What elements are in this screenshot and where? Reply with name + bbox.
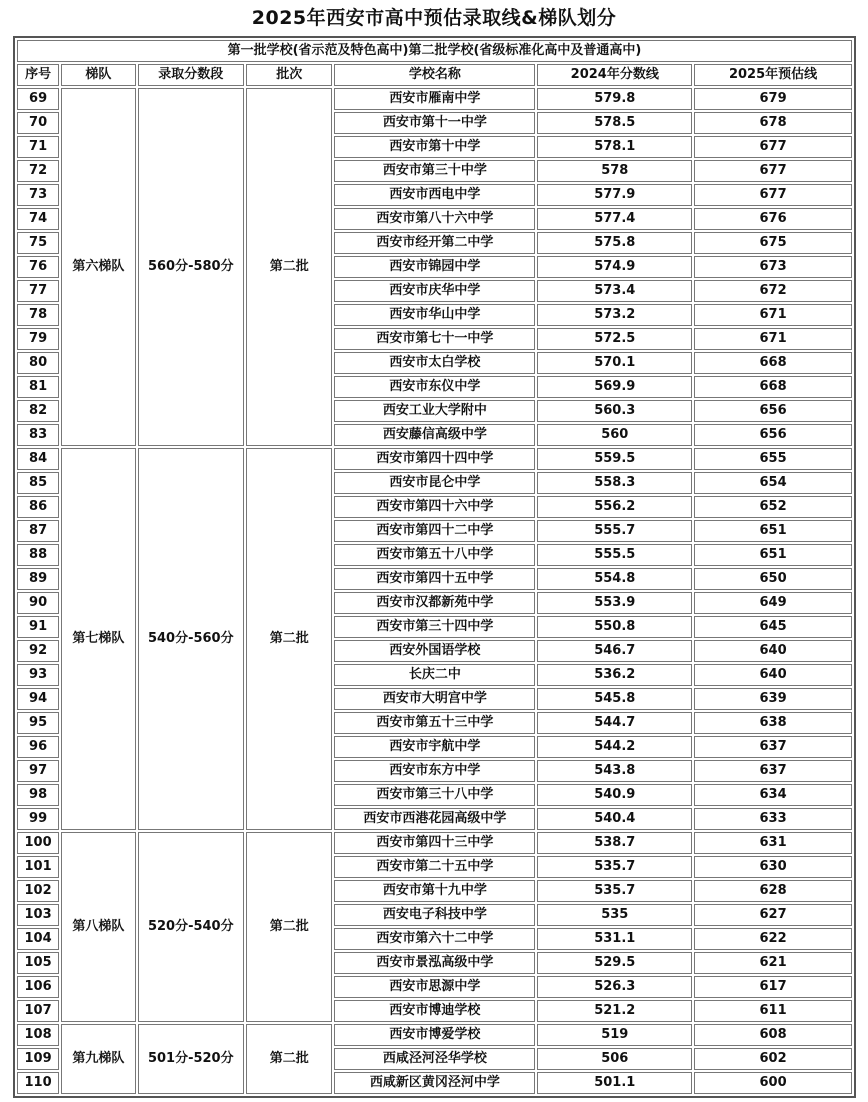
estimate-2025: 672 [694,280,852,302]
score-2024: 575.8 [537,232,692,254]
score-2024: 556.2 [537,496,692,518]
estimate-2025: 676 [694,208,852,230]
school-name: 西安市锦园中学 [334,256,535,278]
estimate-2025: 668 [694,352,852,374]
school-name: 西安市华山中学 [334,304,535,326]
estimate-2025: 677 [694,136,852,158]
school-name: 西安电子科技中学 [334,904,535,926]
school-name: 西安市东仪中学 [334,376,535,398]
header-tier: 梯队 [61,64,135,86]
score-2024: 544.2 [537,736,692,758]
school-name: 西安市太白学校 [334,352,535,374]
page-title: 2025年西安市高中预估录取线&梯队划分 [251,7,617,29]
row-index: 73 [17,184,59,206]
estimate-2025: 651 [694,544,852,566]
school-name: 西安市景泓高级中学 [334,952,535,974]
row-index: 103 [17,904,59,926]
score-2024: 578.1 [537,136,692,158]
tier-cell: 第七梯队 [61,448,135,830]
school-name: 西安市第三十四中学 [334,616,535,638]
score-2024: 550.8 [537,616,692,638]
score-2024: 543.8 [537,760,692,782]
score-2024: 531.1 [537,928,692,950]
estimate-2025: 650 [694,568,852,590]
score-2024: 540.9 [537,784,692,806]
school-name: 西安市第十一中学 [334,112,535,134]
tier-cell: 第八梯队 [61,832,135,1022]
table-row [17,1024,852,1046]
school-name: 西安市经开第二中学 [334,232,535,254]
school-name: 西安市第五十三中学 [334,712,535,734]
table-row [17,88,852,110]
estimate-2025: 628 [694,880,852,902]
batch-cell: 第二批 [246,832,332,1022]
row-index: 70 [17,112,59,134]
header-index: 序号 [17,64,59,86]
row-index: 91 [17,616,59,638]
score-2024: 535 [537,904,692,926]
estimate-2025: 679 [694,88,852,110]
score-2024: 546.7 [537,640,692,662]
school-name: 西安市西电中学 [334,184,535,206]
score-table [13,36,856,1098]
school-name: 西安市第四十四中学 [334,448,535,470]
row-index: 88 [17,544,59,566]
row-index: 96 [17,736,59,758]
school-name: 西安市第五十八中学 [334,544,535,566]
estimate-2025: 640 [694,664,852,686]
batch-cell: 第二批 [246,1024,332,1094]
score-2024: 501.1 [537,1072,692,1094]
row-index: 99 [17,808,59,830]
table-subtitle: 第一批学校(省示范及特色高中)第二批学校(省级标准化高中及普通高中) [17,40,852,62]
estimate-2025: 621 [694,952,852,974]
school-name: 长庆二中 [334,664,535,686]
score-2024: 554.8 [537,568,692,590]
row-index: 78 [17,304,59,326]
estimate-2025: 645 [694,616,852,638]
score-2024: 574.9 [537,256,692,278]
score-2024: 538.7 [537,832,692,854]
score-2024: 572.5 [537,328,692,350]
estimate-2025: 608 [694,1024,852,1046]
score-2024: 553.9 [537,592,692,614]
row-index: 105 [17,952,59,974]
row-index: 104 [17,928,59,950]
score-2024: 578 [537,160,692,182]
range-cell: 540分-560分 [138,448,245,830]
school-name: 西安市宇航中学 [334,736,535,758]
estimate-2025: 633 [694,808,852,830]
range-cell: 520分-540分 [138,832,245,1022]
row-index: 108 [17,1024,59,1046]
score-2024: 578.5 [537,112,692,134]
score-2024: 573.2 [537,304,692,326]
header-estimate-2025: 2025年预估线 [694,64,852,86]
row-index: 98 [17,784,59,806]
estimate-2025: 671 [694,304,852,326]
estimate-2025: 675 [694,232,852,254]
score-2024: 573.4 [537,280,692,302]
estimate-2025: 611 [694,1000,852,1022]
estimate-2025: 638 [694,712,852,734]
estimate-2025: 617 [694,976,852,998]
score-2024: 526.3 [537,976,692,998]
estimate-2025: 649 [694,592,852,614]
school-name: 西咸泾河泾华学校 [334,1048,535,1070]
score-2024: 529.5 [537,952,692,974]
school-name: 西安市博迪学校 [334,1000,535,1022]
row-index: 77 [17,280,59,302]
school-name: 西安市第二十五中学 [334,856,535,878]
row-index: 92 [17,640,59,662]
estimate-2025: 600 [694,1072,852,1094]
row-index: 81 [17,376,59,398]
school-name: 西安市雁南中学 [334,88,535,110]
row-index: 106 [17,976,59,998]
score-2024: 560.3 [537,400,692,422]
score-2024: 569.9 [537,376,692,398]
range-cell: 501分-520分 [138,1024,245,1094]
tier-cell: 第六梯队 [61,88,135,446]
row-index: 94 [17,688,59,710]
row-index: 102 [17,880,59,902]
estimate-2025: 631 [694,832,852,854]
row-index: 69 [17,88,59,110]
score-2024: 570.1 [537,352,692,374]
row-index: 83 [17,424,59,446]
score-2024: 540.4 [537,808,692,830]
school-name: 西安市博爱学校 [334,1024,535,1046]
score-2024: 535.7 [537,880,692,902]
school-name: 西安市第十中学 [334,136,535,158]
school-name: 西安市第四十二中学 [334,520,535,542]
score-2024: 555.7 [537,520,692,542]
estimate-2025: 637 [694,760,852,782]
row-index: 71 [17,136,59,158]
estimate-2025: 656 [694,424,852,446]
score-2024: 545.8 [537,688,692,710]
header-range: 录取分数段 [138,64,245,86]
table-row [17,832,852,854]
row-index: 82 [17,400,59,422]
row-index: 100 [17,832,59,854]
header-batch: 批次 [246,64,332,86]
school-name: 西安市东方中学 [334,760,535,782]
school-name: 西咸新区黄冈泾河中学 [334,1072,535,1094]
score-2024: 506 [537,1048,692,1070]
row-index: 101 [17,856,59,878]
row-index: 85 [17,472,59,494]
estimate-2025: 677 [694,184,852,206]
score-2024: 579.8 [537,88,692,110]
range-cell: 560分-580分 [138,88,245,446]
score-2024: 544.7 [537,712,692,734]
score-2024: 555.5 [537,544,692,566]
estimate-2025: 651 [694,520,852,542]
estimate-2025: 652 [694,496,852,518]
batch-cell: 第二批 [246,88,332,446]
school-name: 西安市第四十五中学 [334,568,535,590]
estimate-2025: 673 [694,256,852,278]
tier-cell: 第九梯队 [61,1024,135,1094]
school-name: 西安市汉都新苑中学 [334,592,535,614]
row-index: 72 [17,160,59,182]
school-name: 西安市第六十二中学 [334,928,535,950]
school-name: 西安工业大学附中 [334,400,535,422]
estimate-2025: 640 [694,640,852,662]
row-index: 76 [17,256,59,278]
estimate-2025: 671 [694,328,852,350]
estimate-2025: 655 [694,448,852,470]
header-row [17,64,852,86]
estimate-2025: 634 [694,784,852,806]
estimate-2025: 677 [694,160,852,182]
school-name: 西安市第七十一中学 [334,328,535,350]
estimate-2025: 654 [694,472,852,494]
estimate-2025: 627 [694,904,852,926]
row-index: 97 [17,760,59,782]
score-2024: 521.2 [537,1000,692,1022]
estimate-2025: 630 [694,856,852,878]
school-name: 西安市第三十八中学 [334,784,535,806]
table-row [17,448,852,470]
school-name: 西安市庆华中学 [334,280,535,302]
row-index: 90 [17,592,59,614]
row-index: 110 [17,1072,59,1094]
row-index: 74 [17,208,59,230]
school-name: 西安市昆仑中学 [334,472,535,494]
row-index: 84 [17,448,59,470]
estimate-2025: 656 [694,400,852,422]
score-2024: 535.7 [537,856,692,878]
school-name: 西安藤信高级中学 [334,424,535,446]
school-name: 西安市第四十三中学 [334,832,535,854]
school-name: 西安市思源中学 [334,976,535,998]
row-index: 86 [17,496,59,518]
table-body [17,40,852,1094]
row-index: 95 [17,712,59,734]
score-2024: 536.2 [537,664,692,686]
school-name: 西安市西港花园高级中学 [334,808,535,830]
estimate-2025: 602 [694,1048,852,1070]
estimate-2025: 622 [694,928,852,950]
estimate-2025: 678 [694,112,852,134]
header-score-2024: 2024年分数线 [537,64,692,86]
school-name: 西安外国语学校 [334,640,535,662]
row-index: 89 [17,568,59,590]
school-name: 西安市大明宫中学 [334,688,535,710]
row-index: 87 [17,520,59,542]
score-2024: 519 [537,1024,692,1046]
score-2024: 560 [537,424,692,446]
estimate-2025: 668 [694,376,852,398]
score-2024: 558.3 [537,472,692,494]
school-name: 西安市第八十六中学 [334,208,535,230]
score-2024: 577.4 [537,208,692,230]
header-school: 学校名称 [334,64,535,86]
batch-cell: 第二批 [246,448,332,830]
estimate-2025: 639 [694,688,852,710]
score-2024: 577.9 [537,184,692,206]
row-index: 75 [17,232,59,254]
school-name: 西安市第三十中学 [334,160,535,182]
row-index: 80 [17,352,59,374]
estimate-2025: 637 [694,736,852,758]
row-index: 79 [17,328,59,350]
school-name: 西安市第十九中学 [334,880,535,902]
row-index: 109 [17,1048,59,1070]
row-index: 93 [17,664,59,686]
school-name: 西安市第四十六中学 [334,496,535,518]
subtitle-row [17,40,852,62]
score-2024: 559.5 [537,448,692,470]
row-index: 107 [17,1000,59,1022]
